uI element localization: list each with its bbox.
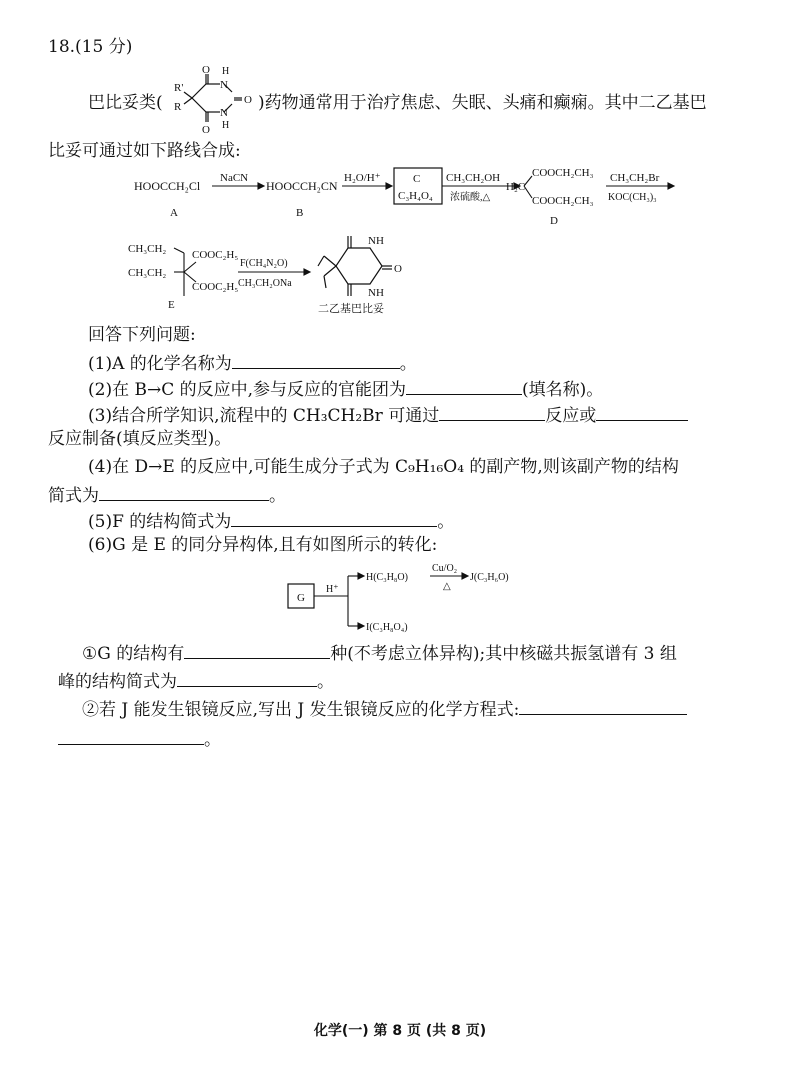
answer-prompt: 回答下列问题:: [88, 325, 196, 345]
reagent-sodium-ethoxide: CH₃CH₂ONa: [238, 278, 292, 289]
g-transformation-scheme: [282, 556, 542, 640]
compound-c-label: C: [413, 173, 421, 185]
q6-text: (6)G 是 E 的同分异构体,且有如图所示的转化:: [88, 535, 438, 555]
compound-d-ester-top: COOCH₂CH₃: [532, 167, 594, 179]
q2-text: (2)在 B→C 的反应中,参与反应的官能团为: [88, 380, 407, 400]
product-label: 二乙基巴比妥: [318, 303, 384, 315]
r-label: R: [174, 101, 182, 113]
q6-sub1-line-1: [82, 640, 677, 665]
nh-h-top: H: [222, 66, 230, 77]
compound-d-label: D: [550, 215, 558, 227]
q5-text: (5)F 的结构简式为: [88, 512, 232, 532]
q6-sub1-line-2: [58, 668, 334, 693]
product-o: O: [394, 263, 402, 275]
product-nh-top: NH: [368, 235, 384, 247]
nh-h-bottom: H: [222, 120, 230, 131]
q3-text-a: (3)结合所学知识,流程中的 CH₃CH₂Br 可通过: [88, 406, 440, 426]
q4-end: 。: [269, 486, 286, 506]
reagent-nacn: NaCN: [220, 172, 249, 184]
q3-answer-blank-1[interactable]: [439, 402, 545, 421]
q2-line: [88, 376, 603, 401]
acid-catalyst: H⁺: [326, 584, 339, 595]
q1-end: 。: [399, 354, 417, 374]
q6-sub2-line-1: [82, 696, 687, 721]
compound-g-label: G: [297, 592, 305, 604]
r-prime-label: R': [174, 82, 184, 94]
reagent-potassium-tert-butoxide: KOC(CH₃)₃: [608, 192, 657, 203]
q6-sub1-text-c: 峰的结构简式为: [58, 672, 177, 692]
compound-a-label: A: [170, 207, 178, 219]
q5-line: [88, 508, 454, 533]
barbiturate-structure: [162, 62, 266, 138]
compound-e-ester-1: COOC₂H₅: [192, 249, 239, 261]
q6-sub2-answer-blank-2[interactable]: [58, 726, 204, 745]
intro-line-1a: 巴比妥类(: [88, 93, 163, 113]
q3-line-1: [88, 402, 688, 427]
q4-line-2: [48, 482, 286, 507]
compound-j-label: J(C₃H₆O): [470, 572, 509, 583]
reagent-ethanol: CH₃CH₂OH: [446, 172, 501, 184]
reagent-h2so4: 浓硫酸,△: [450, 192, 491, 203]
intro-line-2: 比妥可通过如下路线合成:: [48, 141, 241, 161]
compound-e-label: E: [168, 299, 175, 311]
q1-text: (1)A 的化学名称为: [88, 354, 232, 374]
q6-sub1-answer-blank-2[interactable]: [177, 668, 317, 687]
page-footer: 化学(一) 第 8 页 (共 8 页): [313, 1023, 487, 1039]
q3-answer-blank-2[interactable]: [596, 402, 688, 421]
compound-b-formula: HOOCCH₂CN: [266, 179, 338, 193]
q6-sub1-text-b: 种(不考虑立体异构);其中核磁共振氢谱有 3 组: [330, 644, 677, 664]
q5-end: 。: [437, 512, 455, 532]
q6-sub2-line-2: [58, 726, 221, 751]
q1-answer-blank[interactable]: [232, 350, 400, 369]
q3-text-b: 反应或: [545, 406, 597, 426]
q1-line: [88, 350, 417, 375]
compound-d-ch2: H₂C: [506, 181, 526, 193]
q4-text-a: (4)在 D→E 的反应中,可能生成分子式为 C₉H₁₆O₄ 的副产物,则该副产物的结构: [88, 457, 679, 477]
carbonyl-o-right: O: [244, 94, 252, 106]
compound-c-formula: C₃H₄O₄: [398, 190, 433, 202]
oxidation-reagent: Cu/O₂: [432, 563, 458, 574]
n-top: N: [220, 79, 228, 91]
q2-answer-blank[interactable]: [406, 376, 522, 395]
q4-answer-blank[interactable]: [99, 482, 269, 501]
n-bottom: N: [220, 107, 228, 119]
oxidation-heat: △: [443, 581, 451, 592]
q5-answer-blank[interactable]: [231, 508, 437, 527]
q2-end: (填名称)。: [522, 380, 604, 400]
reagent-f: F(CH₄N₂O): [240, 258, 288, 269]
compound-d-ester-bottom: COOCH₂CH₃: [532, 195, 594, 207]
reagent-ethyl-bromide: CH₃CH₂Br: [610, 172, 660, 184]
q3-text-c: 反应制备(填反应类型)。: [48, 429, 232, 449]
reagent-hydrolysis: H₂O/H⁺: [344, 172, 381, 184]
q6-sub2-text: ②若 J 能发生银镜反应,写出 J 发生银镜反应的化学方程式:: [82, 700, 520, 720]
question-number: 18.(15 分): [48, 37, 133, 57]
q6-sub1-end: 。: [317, 672, 334, 692]
compound-h-label: H(C₃H₈O): [366, 572, 408, 583]
route-row-1: [130, 162, 690, 230]
carbonyl-o-top: O: [202, 64, 210, 76]
route-row-2: [124, 226, 424, 322]
q6-sub1-answer-blank-1[interactable]: [184, 640, 330, 659]
compound-b-label: B: [296, 207, 304, 219]
q6-sub1-text-a: ①G 的结构有: [82, 644, 185, 664]
compound-e-ester-2: COOC₂H₅: [192, 281, 239, 293]
q4-text-b: 简式为: [48, 486, 99, 506]
compound-a-formula: HOOCCH₂Cl: [134, 179, 201, 193]
compound-i-label: I(C₃H₈O₄): [366, 622, 408, 633]
intro-line-1b: )药物通常用于治疗焦虑、失眠、头痛和癫痫。其中二乙基巴: [258, 93, 707, 113]
carbonyl-o-bottom: O: [202, 124, 210, 136]
q6-sub2-answer-blank-1[interactable]: [519, 696, 687, 715]
compound-e-ethyl-1: CH₃CH₂: [128, 243, 167, 255]
q6-sub2-end: 。: [204, 730, 221, 750]
product-nh-bottom: NH: [368, 287, 384, 299]
compound-e-ethyl-2: CH₃CH₂: [128, 267, 167, 279]
